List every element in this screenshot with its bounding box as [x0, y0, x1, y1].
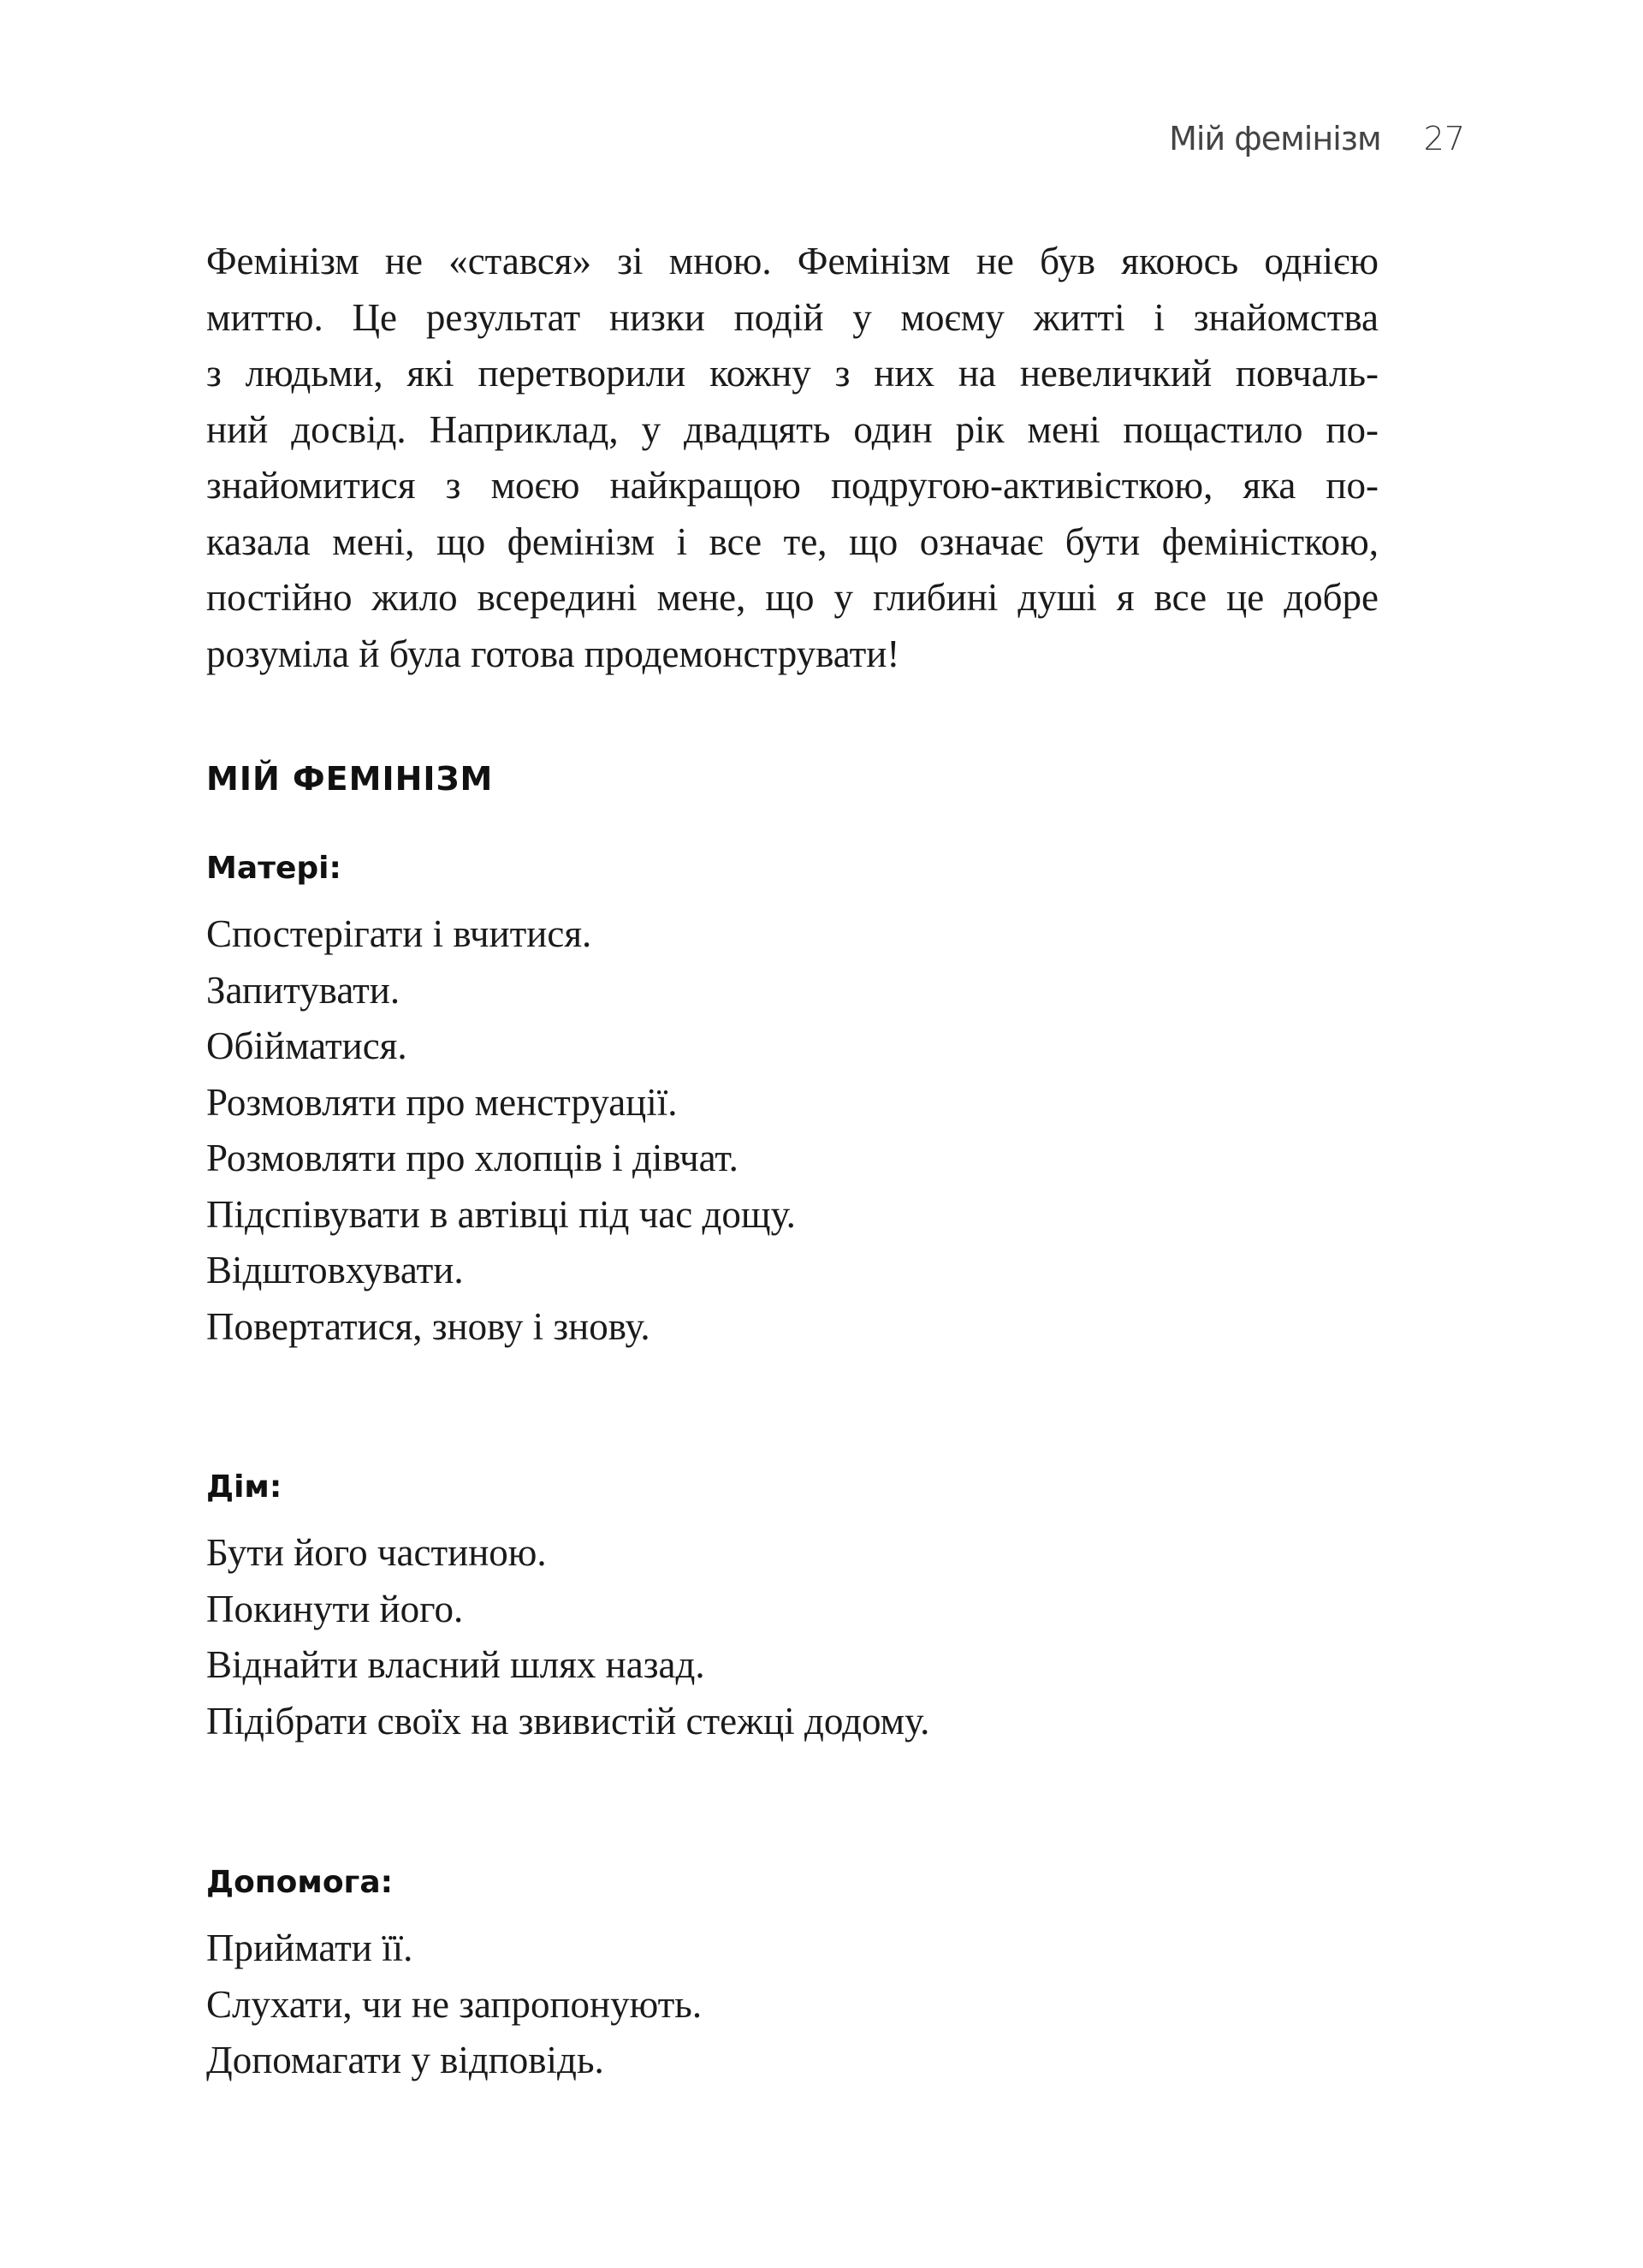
- list-item: Приймати її.: [206, 1927, 413, 1969]
- paragraph-line: Фемінізм не «стався» зі мною. Фемінізм не був якоюсь однією: [206, 240, 1379, 282]
- paragraph-line: знайомитися з моєю найкращою подругою-активісткою, яка по-: [206, 464, 1379, 507]
- list-item: Повертатися, знову і знову.: [206, 1304, 650, 1348]
- running-header: [1169, 120, 1465, 157]
- paragraph-line: розуміла й була готова продемонструвати!: [206, 632, 900, 675]
- list-item: Підібрати своїх на звивистій стежці додому.: [206, 1699, 930, 1743]
- subheading-help: Допомога:: [206, 1865, 394, 1900]
- page-number: 27: [1423, 120, 1465, 157]
- list-mothers: [206, 906, 1379, 1355]
- list-item: Віднайти власний шлях назад.: [206, 1643, 705, 1686]
- list-item: Бути його частиною.: [206, 1531, 547, 1574]
- running-title: Мій фемінізм: [1169, 120, 1381, 157]
- paragraph-line: ний досвід. Наприклад, у двадцять один рік мені пощастило по-: [206, 407, 1379, 451]
- list-item: Допомагати у відповідь.: [206, 2039, 604, 2081]
- list-item: Підспівувати в автівці під час дощу.: [206, 1192, 796, 1236]
- list-item: Слухати, чи не запропонують.: [206, 1982, 703, 2026]
- subheading-mothers: Матері:: [206, 851, 341, 886]
- paragraph-line: з людьми, які перетворили кожну з них на невеличкий повчаль-: [206, 352, 1379, 395]
- subheading-home: Дім:: [206, 1469, 282, 1505]
- list-item: Спостерігати і вчитися.: [206, 912, 592, 955]
- list-home: [206, 1525, 1379, 1749]
- intro-paragraph: [206, 234, 1379, 682]
- paragraph-line: постійно жило всередині мене, що у глибині душі я все це добре: [206, 576, 1379, 619]
- section-heading: МІЙ ФЕМІНІЗМ: [206, 760, 494, 798]
- list-item: Розмовляти про менструації.: [206, 1080, 678, 1124]
- list-item: Запитувати.: [206, 968, 400, 1012]
- paragraph-line: казала мені, що фемінізм і все те, що означає бути феміністкою,: [206, 520, 1379, 563]
- list-item: Відштовхувати.: [206, 1249, 464, 1291]
- list-item: Покинути його.: [206, 1587, 464, 1630]
- list-item: Розмовляти про хлопців і дівчат.: [206, 1137, 738, 1179]
- list-item: Обійматися.: [206, 1024, 407, 1067]
- list-help: [206, 1921, 1379, 2089]
- paragraph-line: миттю. Це результат низки подій у моєму житті і знайомства: [206, 295, 1379, 339]
